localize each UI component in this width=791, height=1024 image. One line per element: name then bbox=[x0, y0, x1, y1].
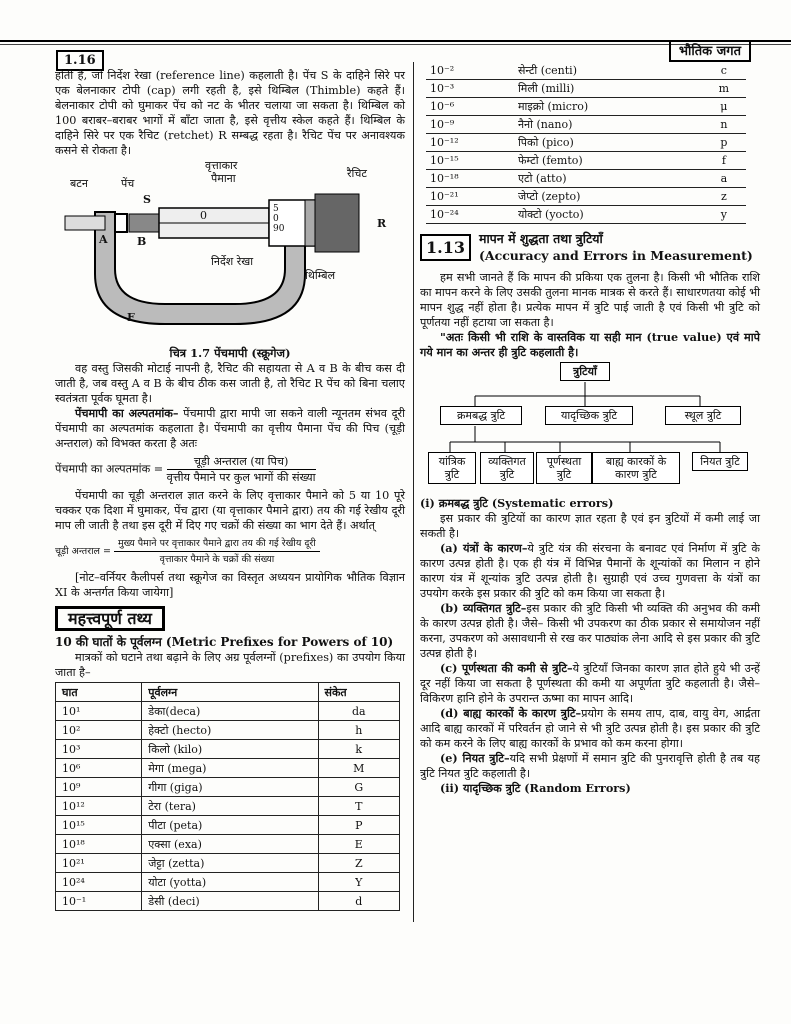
prefix-power: 10²¹ bbox=[56, 854, 142, 873]
prefix-row bbox=[56, 778, 400, 797]
prefix-row bbox=[426, 116, 746, 134]
para-a-text: ये त्रुटि यंत्र की संरचना के बनावट एवं निर्माण में त्रुटि के कारण उत्पन्न होती है। एक ही यंत्र में विभिन्न पैमानों के शून्यांकों का मिलान न होने कारण यंत्र में शून्यांक त्रुटि उत्पन्न होती है। सुग्राही एवं उच्च गुणवत्ता के यंत्रों का उपयोग करके इस प्रकार की त्रुटि को कम किया जा सकता है। bbox=[420, 542, 761, 600]
para-c-text: ये त्रुटियाँ जिनका कारण ज्ञात होते हुये भी उन्हें दूर नहीं किया जा सकता है पूर्णस्थता की कमी या अपूर्णता त्रुटि कहलाती है। जैसे–विकिरण हानि होने के उपरान्त ऊष्मा का मापन आदि। bbox=[420, 662, 761, 705]
prefix-symbol: Y bbox=[318, 873, 399, 892]
systematic-heading: (i) क्रमबद्ध त्रुटि (Systematic errors) bbox=[420, 496, 614, 510]
prefix-row bbox=[56, 797, 400, 816]
section-title-hindi: मापन में शुद्धता तथा त्रुटियाँ bbox=[478, 231, 603, 246]
formula1-denominator: वृत्तीय पैमाने पर कुल भागों की संख्या bbox=[166, 471, 316, 484]
prefix-symbol: d bbox=[318, 892, 399, 911]
para-d-text: प्रयोग के समय ताप, दाब, वायु वेग, आर्द्रता आदि बाह्य कारकों में परिवर्तन हो जाने से भी त्रुटि उत्पन्न होती है। इस प्रकार की त्रुटि को कम करने के लिए बाह्य कारकों के प्रभाव को कम करना होगा। bbox=[420, 707, 760, 750]
formula2-lhs: चूड़ी अन्तराल = bbox=[55, 546, 111, 557]
label-thimble: थिम्बिल bbox=[305, 269, 336, 282]
prefix-symbol: k bbox=[318, 740, 399, 759]
intro-paragraph: होती है, जो निर्देश रेखा (reference line) कहलाती है। पेंच S के दाहिने सिरे पर एक बेलनाकार टोपी (cap) लगी रहती है, इसे थिम्बिल (Thimble) कहते हैं। बेलनाकार टोपी को घुमाकर पेंच को नट के भीतर चलाया जा सकता है। थिम्बिल को 100 बराबर–बराबर भागों में बाँटा जाता है, इसे वृत्तीय स्केल कहते हैं। थिम्बिल के दाहिने सिरे पर एक रैचिट (retchet) R सम्बद्ध रहता है। रैचिट पेंच पर अनावश्यक कसने से रोकता है। bbox=[55, 69, 405, 157]
prefix-symbol: M bbox=[318, 759, 399, 778]
formula-pitch bbox=[55, 536, 405, 567]
para-b-text: इस प्रकार की त्रुटि किसी भी व्यक्ति की अनुभव की कमी के कारण उत्पन्न होती है। जैसे– किसी भी उपकरण का ठीक प्रकार से समायोजन नहीं करना, उपकरण को असावधानी से रख कर पाठ्यांक लेना आदि से इस प्रकार की त्रुटि उत्पन्न होती है। bbox=[420, 602, 760, 660]
formula2-fraction bbox=[114, 536, 320, 567]
random-errors-heading: (ii) यादृच्छिक त्रुटि (Random Errors) bbox=[440, 781, 631, 795]
para-object: वह वस्तु जिसकी मोटाई नापनी है, रैचिट की सहायता से A व B के बीच कस दी जाती है, जब वस्तु A व B के बीच ठीक कस जाती है, तो रैचिट R पेंच को बिना चलाए स्वतंत्रता पूर्वक घूमता है। bbox=[55, 362, 405, 405]
prefix-power: 10⁻¹² bbox=[426, 134, 514, 152]
prefix-row bbox=[426, 152, 746, 170]
least-count-paragraph bbox=[55, 406, 405, 451]
prefix-prefix: सेन्टी (centi) bbox=[514, 62, 702, 80]
pitch-paragraph: पेंचमापी का चूड़ी अन्तराल ज्ञात करने के लिए वृत्ताकार पैमाने को 5 या 10 पूरे चक्कर एक दिशा में घुमाकर, पेंच द्वारा (या वृत्ताकार पैमाने द्वारा) तय की गई रेखीय दूरी माप ली जाती है तथा इस दूरी में दिए गए चक्रों की संख्या का भाग देते हैं। अर्थात् bbox=[55, 489, 405, 532]
prefix-symbol: y bbox=[702, 206, 746, 224]
column-divider bbox=[413, 62, 414, 922]
running-head: भौतिक जगत bbox=[669, 40, 751, 62]
screw-gauge-figure bbox=[55, 159, 405, 344]
section-number: 1.13 bbox=[420, 234, 471, 261]
tree-instrumental: यांत्रिक त्रुटि bbox=[428, 452, 476, 484]
prefix-power: 10¹⁸ bbox=[56, 835, 142, 854]
section-heading bbox=[420, 230, 760, 264]
least-count-heading: पेंचमापी का अल्पतमांक– bbox=[75, 406, 179, 420]
prefix-power: 10⁻²¹ bbox=[426, 188, 514, 206]
error-classification-tree bbox=[420, 360, 760, 520]
tree-constant: नियत त्रुटि bbox=[692, 452, 748, 471]
prefix-power: 10⁻⁶ bbox=[426, 98, 514, 116]
right-column bbox=[420, 62, 760, 796]
prefix-table bbox=[55, 682, 400, 911]
label-paimana: पैमाना bbox=[211, 172, 236, 185]
prefix-power: 10¹² bbox=[56, 797, 142, 816]
para-d bbox=[420, 706, 760, 751]
prefix-symbol: T bbox=[318, 797, 399, 816]
prefix-prefix: एक्सा (exa) bbox=[142, 835, 318, 854]
prefix-prefix: माइक्रो (micro) bbox=[514, 98, 702, 116]
tree-personal: व्यक्तिगत त्रुटि bbox=[480, 452, 534, 484]
prefix-symbol: P bbox=[318, 816, 399, 835]
tree-imperfection: पूर्णस्थता त्रुटि bbox=[536, 452, 592, 484]
prefix-row bbox=[56, 740, 400, 759]
para-e-text: यदि सभी प्रेक्षणों में समान त्रुटि की पुनरावृत्ति होती है तब यह त्रुटि नियत त्रुटि कहलाती है। bbox=[420, 752, 760, 780]
prefix-symbol: E bbox=[318, 835, 399, 854]
para-c-heading: (c) पूर्णस्थता की कमी से त्रुटि– bbox=[440, 661, 573, 675]
prefix-prefix: मेगा (mega) bbox=[142, 759, 318, 778]
prefix-symbol: μ bbox=[702, 98, 746, 116]
col-prefix: पूर्वलग्न bbox=[142, 683, 318, 702]
prefix-row bbox=[426, 62, 746, 80]
label-zero: 0 bbox=[200, 209, 207, 222]
prefix-row bbox=[56, 854, 400, 873]
tree-gross: स्थूल त्रुटि bbox=[665, 406, 741, 425]
prefix-prefix: टेरा (tera) bbox=[142, 797, 318, 816]
prefix-power: 10¹⁵ bbox=[56, 816, 142, 835]
label-button: बटन bbox=[70, 177, 88, 190]
label-scale: 5 0 90 bbox=[273, 204, 285, 234]
col-power: घात bbox=[56, 683, 142, 702]
prefix-row bbox=[56, 816, 400, 835]
prefix-row bbox=[56, 702, 400, 721]
prefix-table-continued bbox=[426, 62, 746, 224]
para-error-definition: "अतः किसी भी राशि के वास्तविक या सही मान (true value) एवं मापे गये मान का अन्तर ही त्रुटि कहलाती है। bbox=[420, 330, 760, 359]
para-a bbox=[420, 541, 760, 601]
prefix-prefix: नैनो (nano) bbox=[514, 116, 702, 134]
para-c bbox=[420, 661, 760, 706]
prefix-symbol: c bbox=[702, 62, 746, 80]
tree-systematic: क्रमबद्ध त्रुटि bbox=[440, 406, 522, 425]
prefix-row bbox=[56, 721, 400, 740]
important-facts-banner: महत्त्वपूर्ण तथ्य bbox=[55, 606, 165, 631]
para-a-heading: (a) यंत्रों के कारण– bbox=[440, 541, 528, 555]
formula-least-count bbox=[55, 454, 405, 485]
prefix-power: 10⁻⁹ bbox=[426, 116, 514, 134]
prefix-prefix: पिको (pico) bbox=[514, 134, 702, 152]
formula1-fraction bbox=[167, 454, 316, 485]
prefix-prefix: जेप्टो (zepto) bbox=[514, 188, 702, 206]
prefix-power: 10⁻³ bbox=[426, 80, 514, 98]
page-number: 1.16 bbox=[56, 50, 104, 71]
prefix-prefix: हेक्टो (hecto) bbox=[142, 721, 318, 740]
label-screw: पेंच bbox=[121, 177, 135, 190]
prefix-prefix: पीटा (peta) bbox=[142, 816, 318, 835]
prefix-prefix: योटा (yotta) bbox=[142, 873, 318, 892]
prefix-symbol: p bbox=[702, 134, 746, 152]
tree-external: बाह्य कारकों के कारण त्रुटि bbox=[592, 452, 680, 484]
label-F: F bbox=[127, 311, 135, 324]
prefix-prefix: जेट्टा (zetta) bbox=[142, 854, 318, 873]
label-A: A bbox=[99, 233, 108, 246]
label-S: S bbox=[143, 193, 151, 206]
para-e bbox=[420, 751, 760, 781]
prefix-symbol: f bbox=[702, 152, 746, 170]
prefix-row bbox=[56, 759, 400, 778]
formula2-numerator: मुख्य पैमाने पर वृत्ताकार पैमाने द्वारा तय की गई रेखीय दूरी bbox=[114, 536, 320, 552]
prefix-power: 10⁻² bbox=[426, 62, 514, 80]
prefix-power: 10⁻¹⁵ bbox=[426, 152, 514, 170]
col-symbol: संकेत bbox=[318, 683, 399, 702]
prefix-power: 10⁻²⁴ bbox=[426, 206, 514, 224]
label-ratchet: रैचिट bbox=[347, 167, 367, 180]
prefix-row bbox=[426, 170, 746, 188]
prefix-power: 10²⁴ bbox=[56, 873, 142, 892]
prefix-prefix: मिली (milli) bbox=[514, 80, 702, 98]
para-measurement: हम सभी जानते हैं कि मापन की प्रकिया एक तुलना है। किसी भी भौतिक राशि का मापन करने के लिए उसकी तुलना मानक मात्रक से करते हैं। साधारणतया कोई भी मापन शुद्ध नहीं होता है। प्रत्येक मापन में त्रुटि पाई जाती है एवं किसी भी त्रुटि को पूर्णतया नहीं हटाया जा सकता है। bbox=[420, 271, 760, 329]
systematic-text: इस प्रकार की त्रुटियों का कारण ज्ञात रहता है एवं इन त्रुटियों में कमी लाई जा सकती है। bbox=[420, 512, 760, 540]
section-title-english: (Accuracy and Errors in Measurement) bbox=[478, 248, 753, 263]
formula1-lhs: पेंचमापी का अल्पतमांक = bbox=[55, 462, 164, 476]
prefix-row bbox=[426, 188, 746, 206]
prefix-row bbox=[56, 873, 400, 892]
prefix-power: 10¹ bbox=[56, 702, 142, 721]
prefix-power: 10⁶ bbox=[56, 759, 142, 778]
prefix-symbol: Z bbox=[318, 854, 399, 873]
prefix-prefix: डेका(deca) bbox=[142, 702, 318, 721]
prefix-prefix: गीगा (giga) bbox=[142, 778, 318, 797]
prefix-symbol: G bbox=[318, 778, 399, 797]
prefix-row bbox=[56, 835, 400, 854]
para-b bbox=[420, 601, 760, 661]
least-count-text: पेंचमापी द्वारा मापी जा सकने वाली न्यूनतम संभव दूरी पेंचमापी का अल्पतमांक कहलाता है। पेंचमापी का वृत्तीय पैमाना पेंच की पिच (चूड़ी अन्तराल) को विभक्त करता है अतः bbox=[55, 407, 405, 450]
para-e-heading: (e) नियत त्रुटि– bbox=[440, 751, 510, 765]
label-R: R bbox=[377, 217, 387, 230]
prefix-power: 10⁹ bbox=[56, 778, 142, 797]
figure-caption: चित्र 1.7 पेंचमापी (स्क्रूगेज) bbox=[169, 346, 291, 360]
prefix-row bbox=[56, 892, 400, 911]
prefix-symbol: m bbox=[702, 80, 746, 98]
formula2-denominator: वृत्ताकार पैमाने के चक्रों की संख्या bbox=[159, 554, 275, 565]
prefix-power: 10² bbox=[56, 721, 142, 740]
prefix-prefix: फेम्टो (femto) bbox=[514, 152, 702, 170]
prefix-prefix: एटो (atto) bbox=[514, 170, 702, 188]
prefix-table-header bbox=[56, 683, 400, 702]
prefix-row bbox=[426, 80, 746, 98]
prefix-symbol: h bbox=[318, 721, 399, 740]
label-reference-line: निर्देश रेखा bbox=[211, 255, 254, 268]
prefix-row bbox=[426, 134, 746, 152]
prefix-prefix: योक्टो (yocto) bbox=[514, 206, 702, 224]
formula1-numerator: चूड़ी अन्तराल (या पिच) bbox=[167, 454, 316, 470]
prefix-power: 10³ bbox=[56, 740, 142, 759]
prefix-prefix: किलो (kilo) bbox=[142, 740, 318, 759]
prefix-symbol: da bbox=[318, 702, 399, 721]
prefix-symbol: z bbox=[702, 188, 746, 206]
prefix-row bbox=[426, 98, 746, 116]
label-B: B bbox=[137, 235, 147, 248]
prefix-prefix: डेसी (deci) bbox=[142, 892, 318, 911]
tree-root: त्रुटियाँ bbox=[560, 362, 610, 381]
prefix-intro: मात्रकों को घटाने तथा बढ़ाने के लिए अग्र पूर्वलग्नों (prefixes) का उपयोग किया जाता है– bbox=[55, 651, 405, 679]
tree-random: यादृच्छिक त्रुटि bbox=[545, 406, 633, 425]
prefix-title: 10 की घातों के पूर्वलग्न (Metric Prefixes for Powers of 10) bbox=[55, 635, 394, 649]
prefix-symbol: a bbox=[702, 170, 746, 188]
label-vrittakar: वृत्ताकार bbox=[205, 159, 238, 172]
para-d-heading: (d) बाह्य कारकों के कारण त्रुटि– bbox=[440, 706, 582, 720]
tree-connectors bbox=[420, 360, 760, 520]
left-column bbox=[55, 66, 405, 911]
prefix-row bbox=[426, 206, 746, 224]
prefix-power: 10⁻¹⁸ bbox=[426, 170, 514, 188]
note: [नोट–वर्नियर कैलीपर्स तथा स्क्रूगेज का विस्तृत अध्ययन प्रायोगिक भौतिक विज्ञान XI के अन्तर्गत किया जायेगा] bbox=[55, 571, 405, 599]
prefix-symbol: n bbox=[702, 116, 746, 134]
prefix-power: 10⁻¹ bbox=[56, 892, 142, 911]
para-b-heading: (b) व्यक्तिगत त्रुटि– bbox=[440, 601, 527, 615]
